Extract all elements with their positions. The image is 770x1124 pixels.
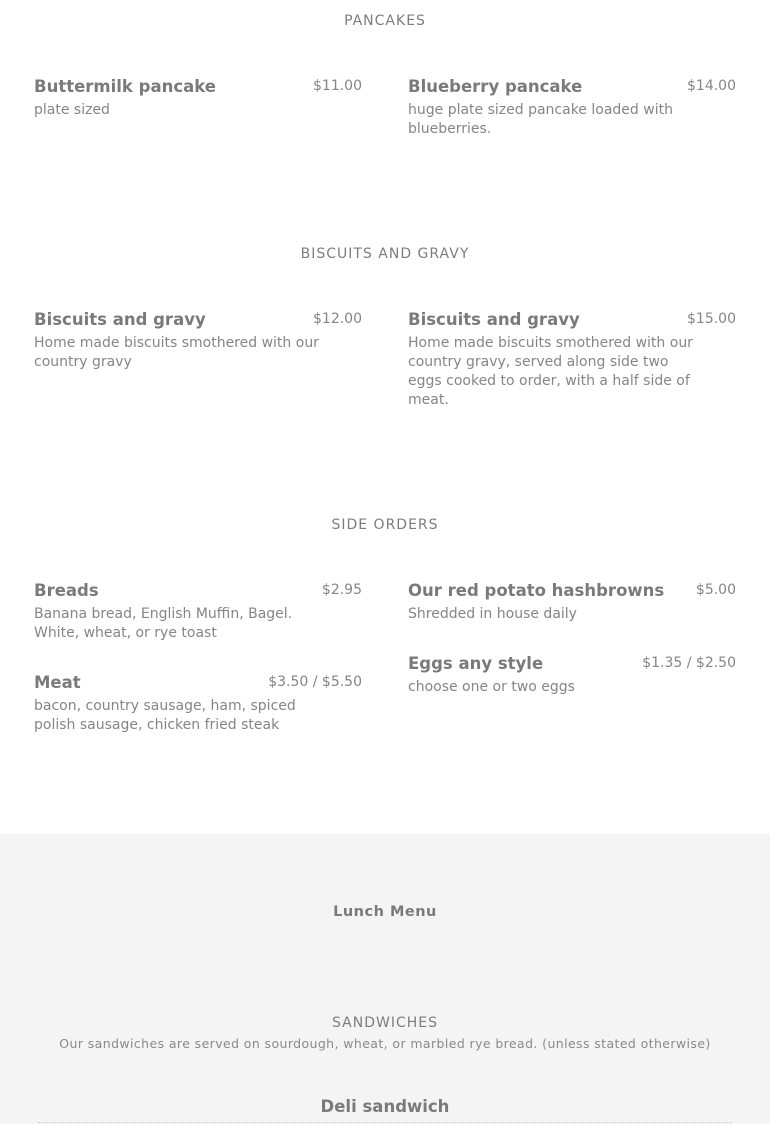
section-title-biscuits: BISCUITS AND GRAVY bbox=[300, 246, 470, 262]
item-name: Blueberry pancake bbox=[408, 77, 583, 96]
item-price: $12.00 bbox=[313, 311, 362, 327]
item-price: $3.50 / $5.50 bbox=[268, 674, 362, 690]
lunch-menu-title: Lunch Menu bbox=[333, 904, 437, 920]
item-description: Banana bread, English Muffin, Bagel. White, wheat, or rye toast bbox=[34, 606, 293, 641]
section-title-pancakes: PANCAKES bbox=[344, 13, 426, 29]
item-name: Eggs any style bbox=[408, 654, 544, 673]
menu-item bbox=[408, 77, 736, 139]
item-name: Biscuits and gravy bbox=[408, 310, 580, 329]
sandwiches-note: Our sandwiches are served on sourdough, wheat, or marbled rye bread. (unless stated otherwise) bbox=[59, 1036, 711, 1051]
item-description: bacon, country sausage, ham, spiced polish sausage, chicken fried steak bbox=[34, 698, 296, 733]
item-description: plate sized bbox=[34, 102, 110, 118]
item-description: Home made biscuits smothered with our country gravy, served along side two eggs cooked to order, with a half side of meat. bbox=[408, 335, 693, 408]
item-price: $1.35 / $2.50 bbox=[642, 655, 736, 671]
menu-item bbox=[408, 654, 736, 697]
item-description: huge plate sized pancake loaded with blueberries. bbox=[408, 102, 673, 137]
menu-item bbox=[34, 77, 362, 120]
menu-item bbox=[408, 581, 736, 624]
item-name: Meat bbox=[34, 673, 81, 692]
menu-item bbox=[34, 310, 362, 372]
menu-item bbox=[34, 581, 362, 643]
item-price: $5.00 bbox=[695, 582, 736, 598]
item-name: Biscuits and gravy bbox=[34, 310, 206, 329]
item-description: choose one or two eggs bbox=[408, 679, 575, 695]
item-price: $14.00 bbox=[687, 78, 736, 94]
section-title-sandwiches: SANDWICHES bbox=[332, 1015, 438, 1031]
item-description: Shredded in house daily bbox=[408, 606, 577, 622]
item-name: Breads bbox=[34, 581, 99, 600]
item-price: $15.00 bbox=[687, 311, 736, 327]
section-title-side-orders: SIDE ORDERS bbox=[331, 517, 439, 533]
item-name: Our red potato hashbrowns bbox=[408, 581, 665, 600]
menu-item bbox=[408, 310, 736, 410]
lunch-menu-section bbox=[0, 834, 770, 1124]
item-price: $2.95 bbox=[321, 582, 362, 598]
item-price: $11.00 bbox=[313, 78, 362, 94]
menu-item bbox=[34, 673, 362, 735]
item-name: Buttermilk pancake bbox=[34, 77, 216, 96]
item-description: Home made biscuits smothered with our country gravy bbox=[34, 335, 319, 370]
item-name: Deli sandwich bbox=[320, 1097, 450, 1116]
